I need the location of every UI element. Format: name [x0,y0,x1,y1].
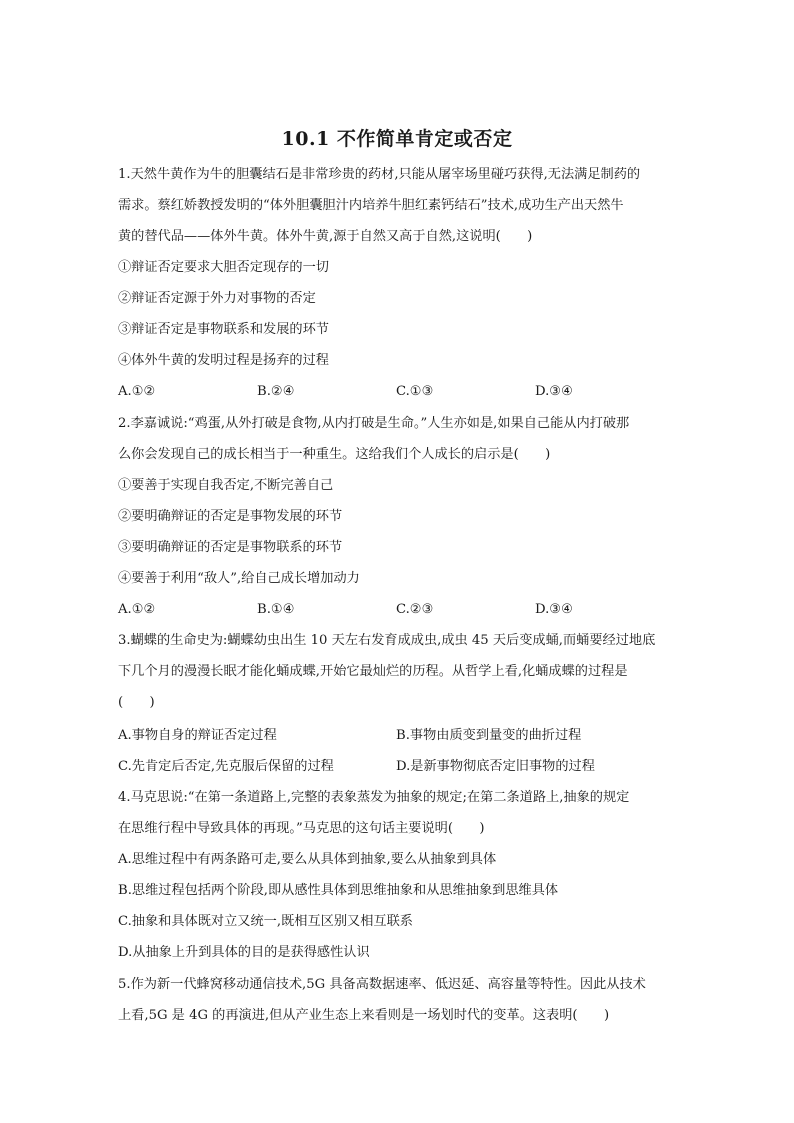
statement-item: ④要善于利用“敌人”,给自己成长增加动力 [118,571,360,586]
option-a: A.思维过程中有两条路可走,要么从具体到抽象,要么从抽象到具体 [118,852,497,867]
statement-item: ①要善于实现自我否定,不断完善自己 [118,478,334,493]
option-a: A.①② [118,384,156,399]
question-line: 么你会发现自己的成长相当于一种重生。这给我们个人成长的启示是( ) [118,447,551,462]
question-line: 4.马克思说:“在第一条道路上,完整的表象蒸发为抽象的规定;在第二条道路上,抽象的规定 [118,790,630,805]
option-d: D.是新事物彻底否定旧事物的过程 [396,759,595,774]
option-c: C.先肯定后否定,先克服后保留的过程 [118,759,334,774]
question-line: 下几个月的漫漫长眠才能化蛹成蝶,开始它最灿烂的历程。从哲学上看,化蛹成蝶的过程是 [118,664,628,679]
statement-item: ③辩证否定是事物联系和发展的环节 [118,322,329,337]
option-c: C.②③ [396,602,434,617]
question-line: 3.蝴蝶的生命史为:蝴蝶幼虫出生 10 天左右发育成成虫,成虫 45 天后变成蛹,而蛹要经过地底 [118,633,656,648]
option-b: B.思维过程包括两个阶段,即从感性具体到思维抽象和从思维抽象到思维具体 [118,883,559,898]
statement-item: ①辩证否定要求大胆否定现存的一切 [118,260,329,275]
statement-item: ②辩证否定源于外力对事物的否定 [118,291,316,306]
question-line: 需求。蔡红娇教授发明的“体外胆囊胆汁内培养牛胆红素钙结石”技术,成功生产出天然牛 [118,198,624,213]
question-line: 2.李嘉诚说:“鸡蛋,从外打破是食物,从内打破是生命。”人生亦如是,如果自己能从内打破那 [118,416,630,431]
option-b: B.事物由质变到量变的曲折过程 [396,728,582,743]
option-a: A.事物自身的辩证否定过程 [118,728,277,743]
page-title: 10.1 不作简单肯定或否定 [281,128,513,150]
question-line: 5.作为新一代蜂窝移动通信技术,5G 具备高数据速率、低迟延、高容量等特性。因此从技术 [118,977,646,992]
option-d: D.从抽象上升到具体的目的是获得感性认识 [118,945,370,960]
option-c: C.抽象和具体既对立又统一,既相互区别又相互联系 [118,914,413,929]
statement-item: ③要明确辩证的否定是事物联系的环节 [118,540,343,555]
option-b: B.①④ [257,602,295,617]
answer-blank: ( ) [118,695,155,710]
option-d: D.③④ [535,384,573,399]
statement-item: ④体外牛黄的发明过程是扬弃的过程 [118,353,329,368]
option-d: D.③④ [535,602,573,617]
question-line: 1.天然牛黄作为牛的胆囊结石是非常珍贵的药材,只能从屠宰场里碰巧获得,无法满足制药的 [118,167,641,182]
question-line: 上看,5G 是 4G 的再演进,但从产业生态上来看则是一场划时代的变革。这表明( ) [118,1008,610,1023]
question-line: 黄的替代品——体外牛黄。体外牛黄,源于自然又高于自然,这说明( ) [118,229,533,244]
option-a: A.①② [118,602,156,617]
option-b: B.②④ [257,384,295,399]
question-line: 在思维行程中导致具体的再现。”马克思的这句话主要说明( ) [118,821,485,836]
statement-item: ②要明确辩证的否定是事物发展的环节 [118,509,343,524]
option-c: C.①③ [396,384,434,399]
